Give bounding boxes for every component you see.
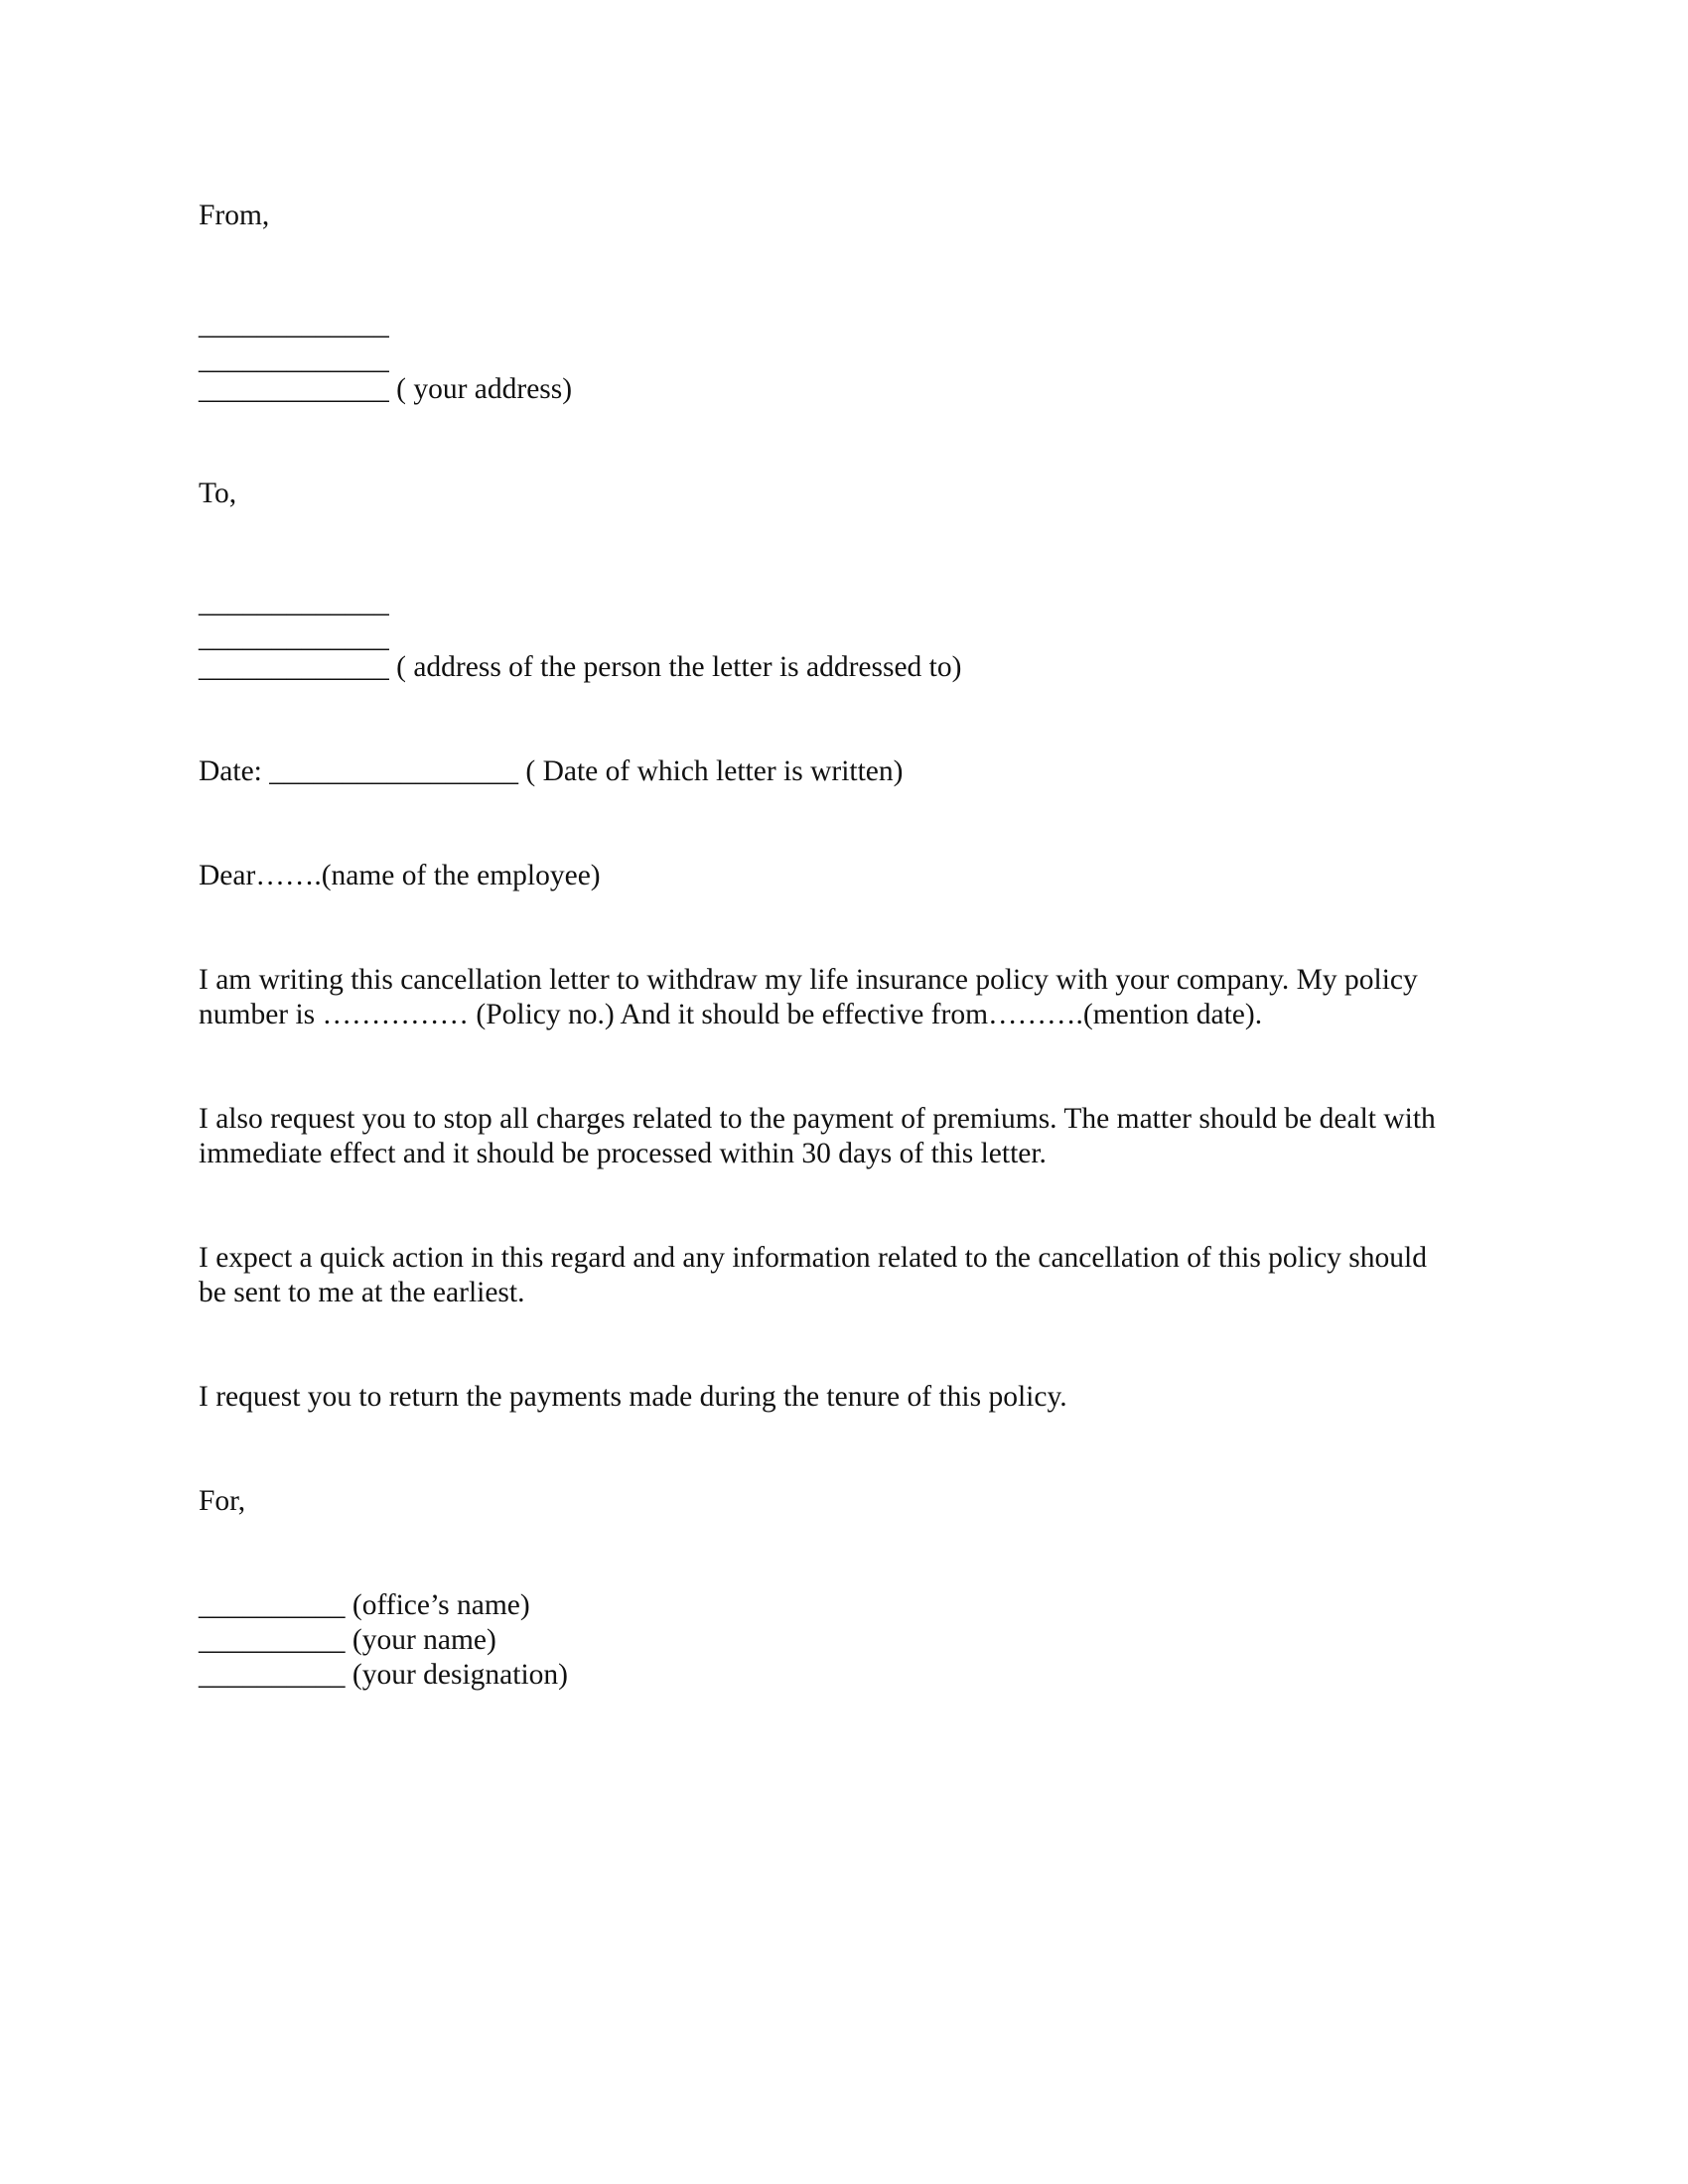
paragraph-line: I am writing this cancellation letter to withdraw my life insurance policy with your company. My policy bbox=[199, 964, 1418, 996]
paragraph-line: number is …………… (Policy no.) And it should be effective from……….(mention date). bbox=[199, 999, 1263, 1030]
from-address-line-1: _____________ bbox=[199, 309, 389, 341]
closing: For, bbox=[199, 1485, 246, 1517]
body-paragraph-4 bbox=[199, 1380, 1499, 1415]
paragraph-line: I expect a quick action in this regard and any information related to the cancellation of this policy should bbox=[199, 1242, 1427, 1274]
body-paragraph-1 bbox=[199, 963, 1499, 1032]
from-address-line-3: _____________ ( your address) bbox=[199, 373, 573, 405]
to-address-line-2: _____________ bbox=[199, 621, 389, 653]
signature-your-name: __________ (your name) bbox=[199, 1624, 496, 1656]
body-paragraph-3 bbox=[199, 1241, 1499, 1310]
paragraph-line: be sent to me at the earliest. bbox=[199, 1277, 525, 1308]
body-paragraph-2 bbox=[199, 1102, 1499, 1171]
paragraph-line: I request you to return the payments made during the tenure of this policy. bbox=[199, 1381, 1067, 1413]
to-address-line-3: _____________ ( address of the person the letter is addressed to) bbox=[199, 651, 962, 683]
date-line: Date: _________________ ( Date of which letter is written) bbox=[199, 755, 904, 787]
from-heading: From, bbox=[199, 200, 270, 231]
to-address-line-1: _____________ bbox=[199, 587, 389, 618]
salutation: Dear…….(name of the employee) bbox=[199, 860, 601, 891]
from-address-line-2: _____________ bbox=[199, 343, 389, 375]
paragraph-line: immediate effect and it should be processed within 30 days of this letter. bbox=[199, 1138, 1047, 1169]
signature-office-name: __________ (office’s name) bbox=[199, 1589, 530, 1621]
paragraph-line: I also request you to stop all charges related to the payment of premiums. The matter should be dealt with bbox=[199, 1103, 1436, 1135]
to-heading: To, bbox=[199, 478, 237, 509]
signature-designation: __________ (your designation) bbox=[199, 1659, 568, 1691]
